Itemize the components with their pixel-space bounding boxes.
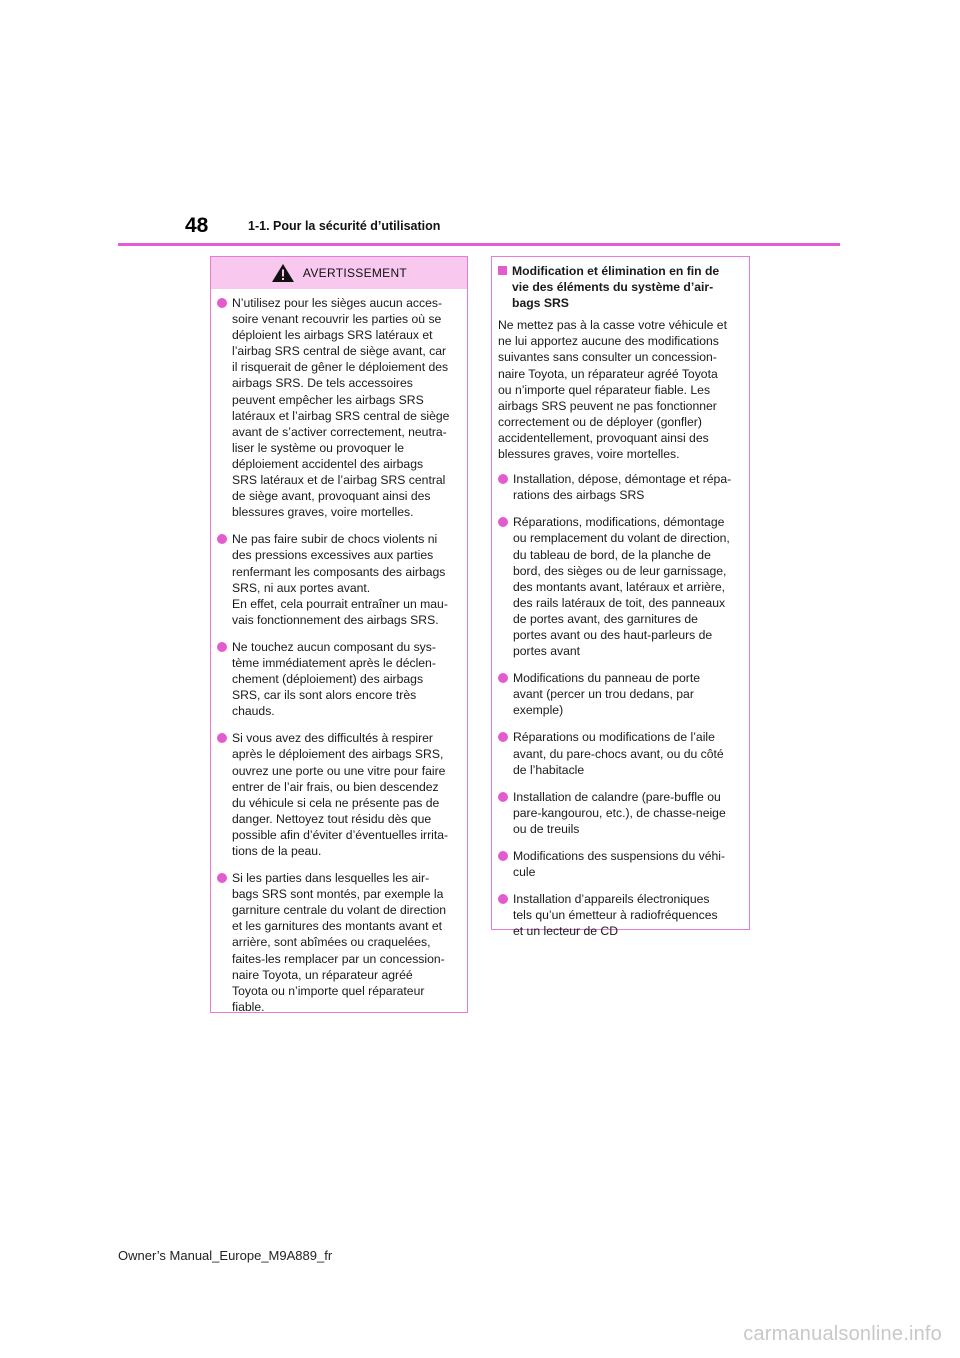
modification-item-text: Modifications des suspensions du véhi- cule bbox=[513, 849, 726, 880]
square-bullet-icon bbox=[498, 266, 507, 275]
warning-item-text: Ne pas faire subir de chocs violents ni des pressions excessives aux parties renfermant les composants des airbags SRS, ni aux portes avant. En effet, cela pourrait entraîner un mau- vais fonctionnement des airbags SRS. bbox=[232, 532, 448, 627]
watermark: carmanualsonline.info bbox=[743, 1323, 942, 1345]
modification-item-text: Réparations ou modifications de l’aile avant, du pare-chocs avant, ou du côté de l’habitacle bbox=[513, 730, 724, 777]
modification-item bbox=[498, 471, 741, 503]
modification-item-text: Installation d’appareils électroniques tels qu’un émetteur à radiofréquences et un lecteur de CD bbox=[513, 892, 718, 939]
modification-item bbox=[498, 514, 741, 659]
warning-box bbox=[210, 256, 468, 1013]
modification-item-text: Réparations, modifications, démontage ou remplacement du volant de direction, du tableau de bord, de la planche de bord, des sièges ou de leur garnissage, des montants avant, latéraux et arrière, des rails latéraux de toit, des panneaux de portes avant, des garnitures de portes avant ou des haut-parleurs de portes avant bbox=[513, 515, 730, 659]
bullet-icon bbox=[217, 733, 227, 743]
warning-item-text: Ne touchez aucun composant du sys- tème immédiatement après le déclen- chement (déploiement) des airbags SRS, car ils sont alors encore très chauds. bbox=[232, 639, 436, 719]
warning-item bbox=[217, 531, 459, 628]
modifications-heading bbox=[498, 263, 741, 311]
header-rule bbox=[118, 243, 840, 246]
bullet-icon bbox=[498, 474, 508, 484]
warning-triangle-icon bbox=[271, 263, 295, 283]
modifications-intro: Ne mettez pas à la casse votre véhicule et ne lui apportez aucune des modifications suivantes sans consulter un concession- naire Toyota, un réparateur agréé Toyota ou n’importe quel réparateur fiable. Les airbags SRS peuvent ne pas fonctionner correctement ou de déployer (gonfler) accidentellement, provoquant ainsi des blessures graves, voire mortelles. bbox=[498, 318, 727, 462]
warning-item bbox=[217, 295, 459, 520]
page-number: 48 bbox=[185, 214, 209, 237]
bullet-icon bbox=[498, 851, 508, 861]
bullet-icon bbox=[498, 792, 508, 802]
warning-item-text: Si les parties dans lesquelles les air- bags SRS sont montés, par exemple la garniture centrale du volant de direction et les garnitures des montants avant et arrière, sont abîmées ou craquelées, faites-les remplacer par un concession- naire Toyota, un réparateur agréé Toyota ou n’importe quel réparateur fiable. bbox=[232, 871, 447, 1014]
modification-item-text: Modifications du panneau de porte avant (percer un trou dedans, par exemple) bbox=[513, 671, 701, 718]
modification-item bbox=[498, 891, 741, 939]
warning-title: AVERTISSEMENT bbox=[302, 266, 408, 280]
modification-item bbox=[498, 670, 741, 718]
warning-item bbox=[217, 730, 459, 859]
warning-item-text: N’utilisez pour les sièges aucun acces- soire venant recouvrir les parties où se déploient les airbags SRS latéraux et l’airbag SRS central de siège avant, car il risquerait de gêner le déploiement des airbags SRS. De tels accessoires peuvent empêcher les airbags SRS latéraux et l’airbag SRS central de siège avant de s’activer correctement, neutra- liser le système ou provoquer le déploiement accidentel des airbags SRS latéraux et de l’airbag SRS central de siège avant, provoquant ainsi des blessures graves, voire mortelles. bbox=[232, 296, 450, 520]
modification-item-text: Installation, dépose, démontage et répa- rations des airbags SRS bbox=[513, 472, 732, 503]
bullet-icon bbox=[498, 732, 508, 742]
warning-header bbox=[211, 257, 467, 289]
warning-list bbox=[211, 289, 467, 1015]
footer-manual-id: Owner’s Manual_Europe_M9A889_fr bbox=[118, 1248, 333, 1263]
bullet-icon bbox=[498, 894, 508, 904]
section-title: 1-1. Pour la sécurité d’utilisation bbox=[248, 219, 441, 233]
modification-item bbox=[498, 848, 741, 880]
bullet-icon bbox=[498, 673, 508, 683]
bullet-icon bbox=[217, 298, 227, 308]
warning-item bbox=[217, 870, 459, 1015]
bullet-icon bbox=[217, 873, 227, 883]
modifications-box bbox=[491, 256, 750, 939]
warning-item-text: Si vous avez des difficultés à respirer après le déploiement des airbags SRS, ouvrez une porte ou une vitre pour faire entrer de l’air frais, ou bien descendez du véhicule si cela ne présente pas de danger. Nettoyez tout résidu dès que possible afin d’éviter d’éventuelles irrita- tions de la peau. bbox=[232, 731, 449, 858]
bullet-icon bbox=[217, 534, 227, 544]
modification-item-text: Installation de calandre (pare-buffle ou pare-kangourou, etc.), de chasse-neige ou de treuils bbox=[513, 789, 726, 836]
modification-item bbox=[498, 729, 741, 777]
bullet-icon bbox=[217, 642, 227, 652]
modification-item bbox=[498, 789, 741, 837]
bullet-icon bbox=[498, 517, 508, 527]
warning-item bbox=[217, 639, 459, 719]
modifications-heading-text: Modification et élimination en fin de vie des éléments du système d’air- bags SRS bbox=[512, 264, 720, 311]
